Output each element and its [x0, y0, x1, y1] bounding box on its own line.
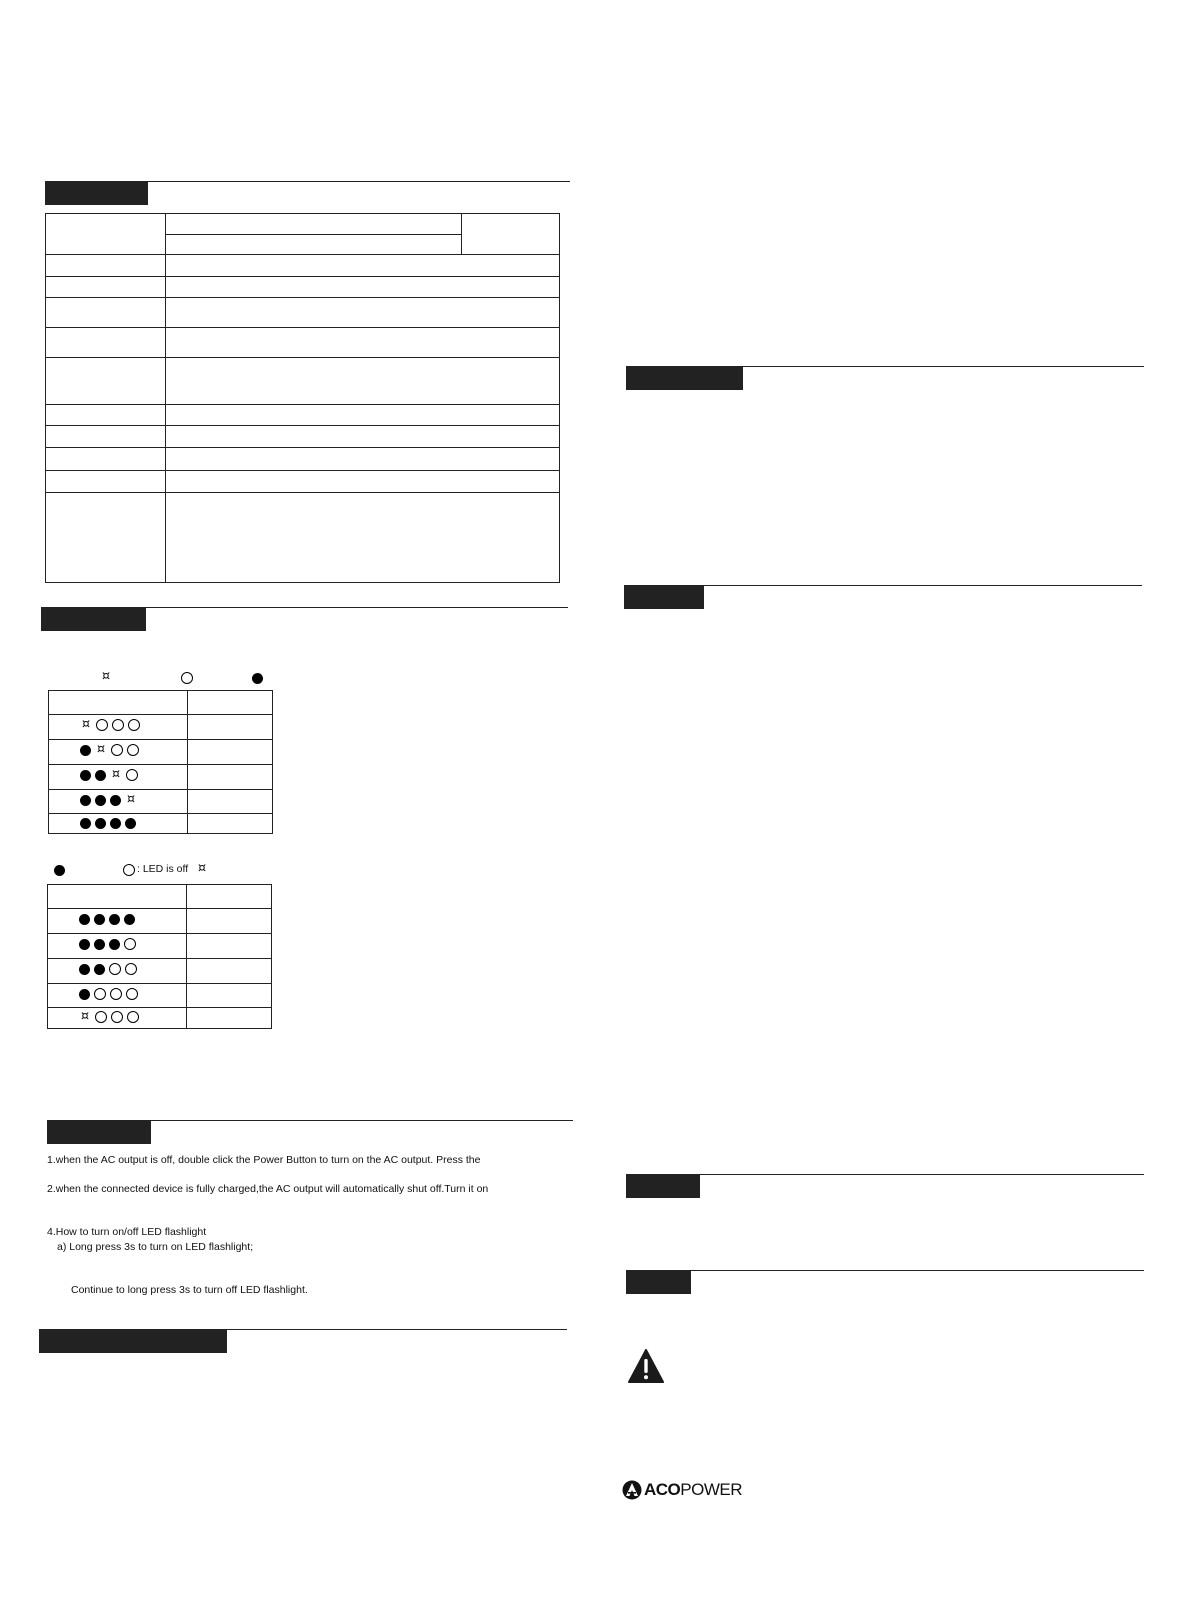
- legend-on-icon: [252, 673, 263, 684]
- discharge-row-3: [79, 961, 137, 977]
- led-off-icon: [111, 1011, 123, 1023]
- logo-wordmark-bold: ACO: [644, 1480, 681, 1499]
- charging-row-4: [80, 792, 137, 808]
- spec-table: [45, 213, 560, 583]
- discharge-row-2: [79, 936, 136, 952]
- legend-off-icon: [123, 864, 135, 876]
- charging-led-table: [48, 690, 273, 834]
- discharge-row-4: [79, 986, 138, 1002]
- led-on-icon: [94, 939, 105, 950]
- led-off-icon: [112, 719, 124, 731]
- section-header-specs: [45, 182, 148, 205]
- led-off-icon: [96, 719, 108, 731]
- led-flash-icon: ¤: [96, 742, 106, 757]
- legend-off-icon: [181, 672, 193, 684]
- section-header-r1: [626, 367, 743, 390]
- led-on-icon: [109, 939, 120, 950]
- led-on-icon: [80, 770, 91, 781]
- led-off-icon: [127, 744, 139, 756]
- led-on-icon: [79, 914, 90, 925]
- led-flash-icon: ¤: [80, 1009, 90, 1024]
- section-header-operation: [47, 1121, 151, 1144]
- operation-step-4c: Continue to long press 3s to turn off LED flashlight.: [71, 1284, 308, 1296]
- discharge-row-1: [79, 911, 135, 927]
- charging-row-3: [80, 767, 138, 783]
- logo-wordmark-light: POWER: [680, 1480, 743, 1499]
- acopower-logo: [622, 1480, 742, 1500]
- led-on-icon: [125, 818, 136, 829]
- led-off-icon: [111, 744, 123, 756]
- legend-flash-icon: ¤: [197, 861, 207, 876]
- led-on-icon: [80, 818, 91, 829]
- charging-row-5: [80, 815, 136, 831]
- operation-step-4a: a) Long press 3s to turn on LED flashlight;: [57, 1241, 254, 1253]
- led-off-icon: [94, 988, 106, 1000]
- led-on-icon: [79, 964, 90, 975]
- led-on-icon: [79, 939, 90, 950]
- legend-off-label: : LED is off: [137, 863, 189, 875]
- discharge-legend: [52, 862, 222, 878]
- led-on-icon: [80, 745, 91, 756]
- operation-step-1: 1.when the AC output is off, double click the Power Button to turn on the AC output. Press the: [47, 1154, 481, 1166]
- charging-row-1: [80, 717, 140, 733]
- led-on-icon: [110, 795, 121, 806]
- led-on-icon: [110, 818, 121, 829]
- operation-step-4: 4.How to turn on/off LED flashlight: [47, 1226, 207, 1238]
- led-on-icon: [80, 795, 91, 806]
- led-flash-icon: ¤: [111, 767, 121, 782]
- led-flash-icon: ¤: [126, 792, 136, 807]
- led-on-icon: [124, 914, 135, 925]
- led-on-icon: [95, 795, 106, 806]
- led-flash-icon: ¤: [81, 717, 91, 732]
- led-off-icon: [126, 988, 138, 1000]
- led-on-icon: [95, 770, 106, 781]
- legend-flash-icon: ¤: [101, 669, 111, 684]
- discharge-led-table: [47, 884, 272, 1029]
- section-header-led: [41, 608, 146, 631]
- warning-triangle-icon: [628, 1349, 664, 1383]
- led-off-icon: [126, 769, 138, 781]
- charging-row-2: [80, 742, 139, 758]
- led-off-icon: [125, 963, 137, 975]
- led-off-icon: [127, 1011, 139, 1023]
- led-on-icon: [95, 818, 106, 829]
- section-rule-r3: [626, 1174, 1144, 1175]
- led-on-icon: [94, 914, 105, 925]
- led-on-icon: [94, 964, 105, 975]
- charging-legend: [100, 670, 270, 686]
- section-header-r4: [626, 1271, 691, 1294]
- led-off-icon: [124, 938, 136, 950]
- led-on-icon: [79, 989, 90, 1000]
- led-off-icon: [95, 1011, 107, 1023]
- led-off-icon: [128, 719, 140, 731]
- section-header-4: [39, 1330, 227, 1353]
- legend-on-icon: [54, 865, 65, 876]
- operation-step-2: 2.when the connected device is fully charged,the AC output will automatically shut off.Turn it on: [47, 1183, 489, 1195]
- led-on-icon: [109, 914, 120, 925]
- section-header-r3: [626, 1175, 700, 1198]
- logo-wordmark: [644, 1480, 742, 1500]
- discharge-row-5: [79, 1009, 139, 1025]
- led-off-icon: [109, 963, 121, 975]
- acopower-logo-icon: [622, 1480, 642, 1500]
- section-header-r2: [624, 586, 704, 609]
- section-rule-r4: [626, 1270, 1144, 1271]
- led-off-icon: [110, 988, 122, 1000]
